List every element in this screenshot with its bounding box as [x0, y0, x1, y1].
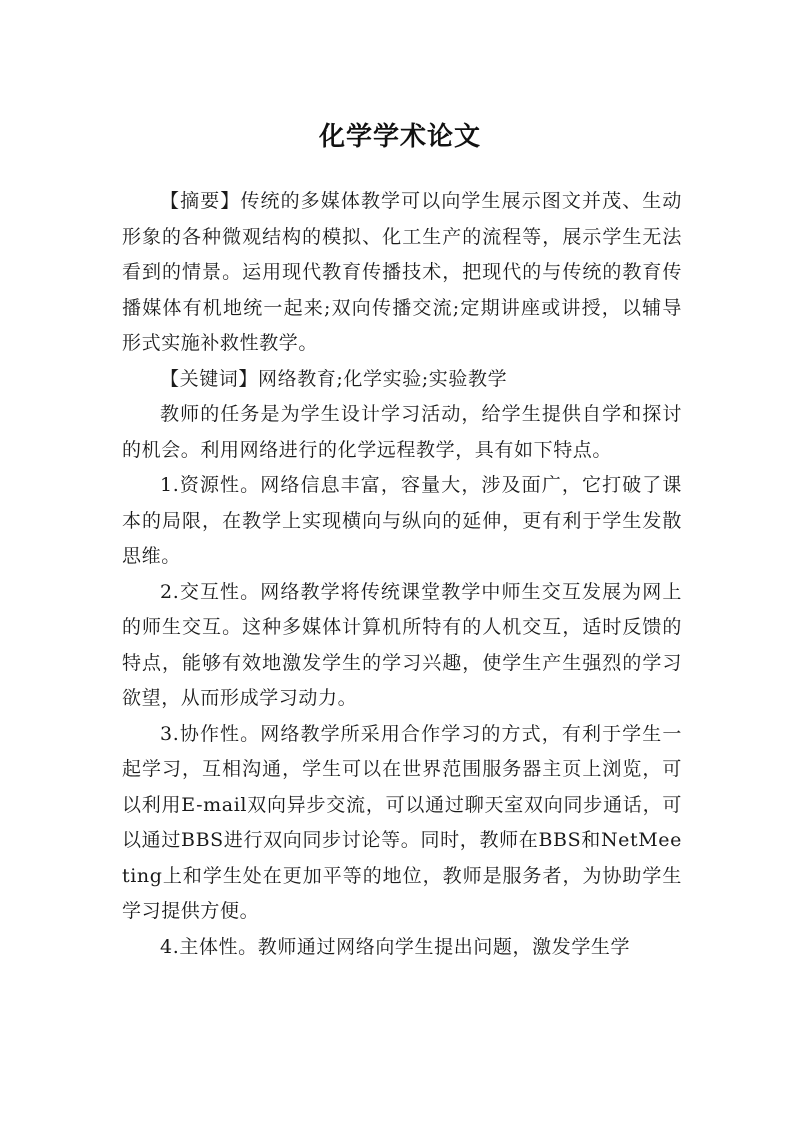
document-title: 化学学术论文 [318, 122, 481, 153]
abstract-paragraph: 【摘要】传统的多媒体教学可以向学生展示图文并茂、生动形象的各种微观结构的模拟、化工生产的流程等，展示学生无法看到的情景。运用现代教育传播技术，把现代的与传统的教育传播媒体有机地统一起来;双向传播交流;定期讲座或讲授，以辅导形式实施补救性教学。 [122, 190, 682, 354]
keywords-paragraph: 【关键词】网络教育;化学实验;实验教学 [160, 367, 508, 390]
feature-resource-paragraph: 1.资源性。网络信息丰富，容量大，涉及面广，它打破了课本的局限，在教学上实现横向与纵向的延伸，更有利于学生发散思维。 [122, 474, 682, 567]
intro-paragraph: 教师的任务是为学生设计学习活动，给学生提供自学和探讨的机会。利用网络进行的化学远程教学，具有如下特点。 [122, 403, 682, 461]
document-body [122, 184, 682, 965]
feature-interaction-paragraph: 2.交互性。网络教学将传统课堂教学中师生交互发展为网上的师生交互。这种多媒体计算机所特有的人机交互，适时反馈的特点，能够有效地激发学生的学习兴趣，使学生产生强烈的学习欲望，从而形成学习动力。 [122, 580, 682, 709]
feature-subjectivity-paragraph: 4.主体性。教师通过网络向学生提出问题，激发学生学 [160, 935, 631, 958]
feature-collaboration-paragraph: 3.协作性。网络教学所采用合作学习的方式，有利于学生一起学习，互相沟通，学生可以在世界范围服务器主页上浏览，可以利用E-mail双向异步交流，可以通过聊天室双向同步通话，可以通过BBS进行双向同步讨论等。同时，教师在BBS和NetMeeting上和学生处在更加平等的地位，教师是服务者，为协助学生学习提供方便。 [122, 722, 682, 922]
